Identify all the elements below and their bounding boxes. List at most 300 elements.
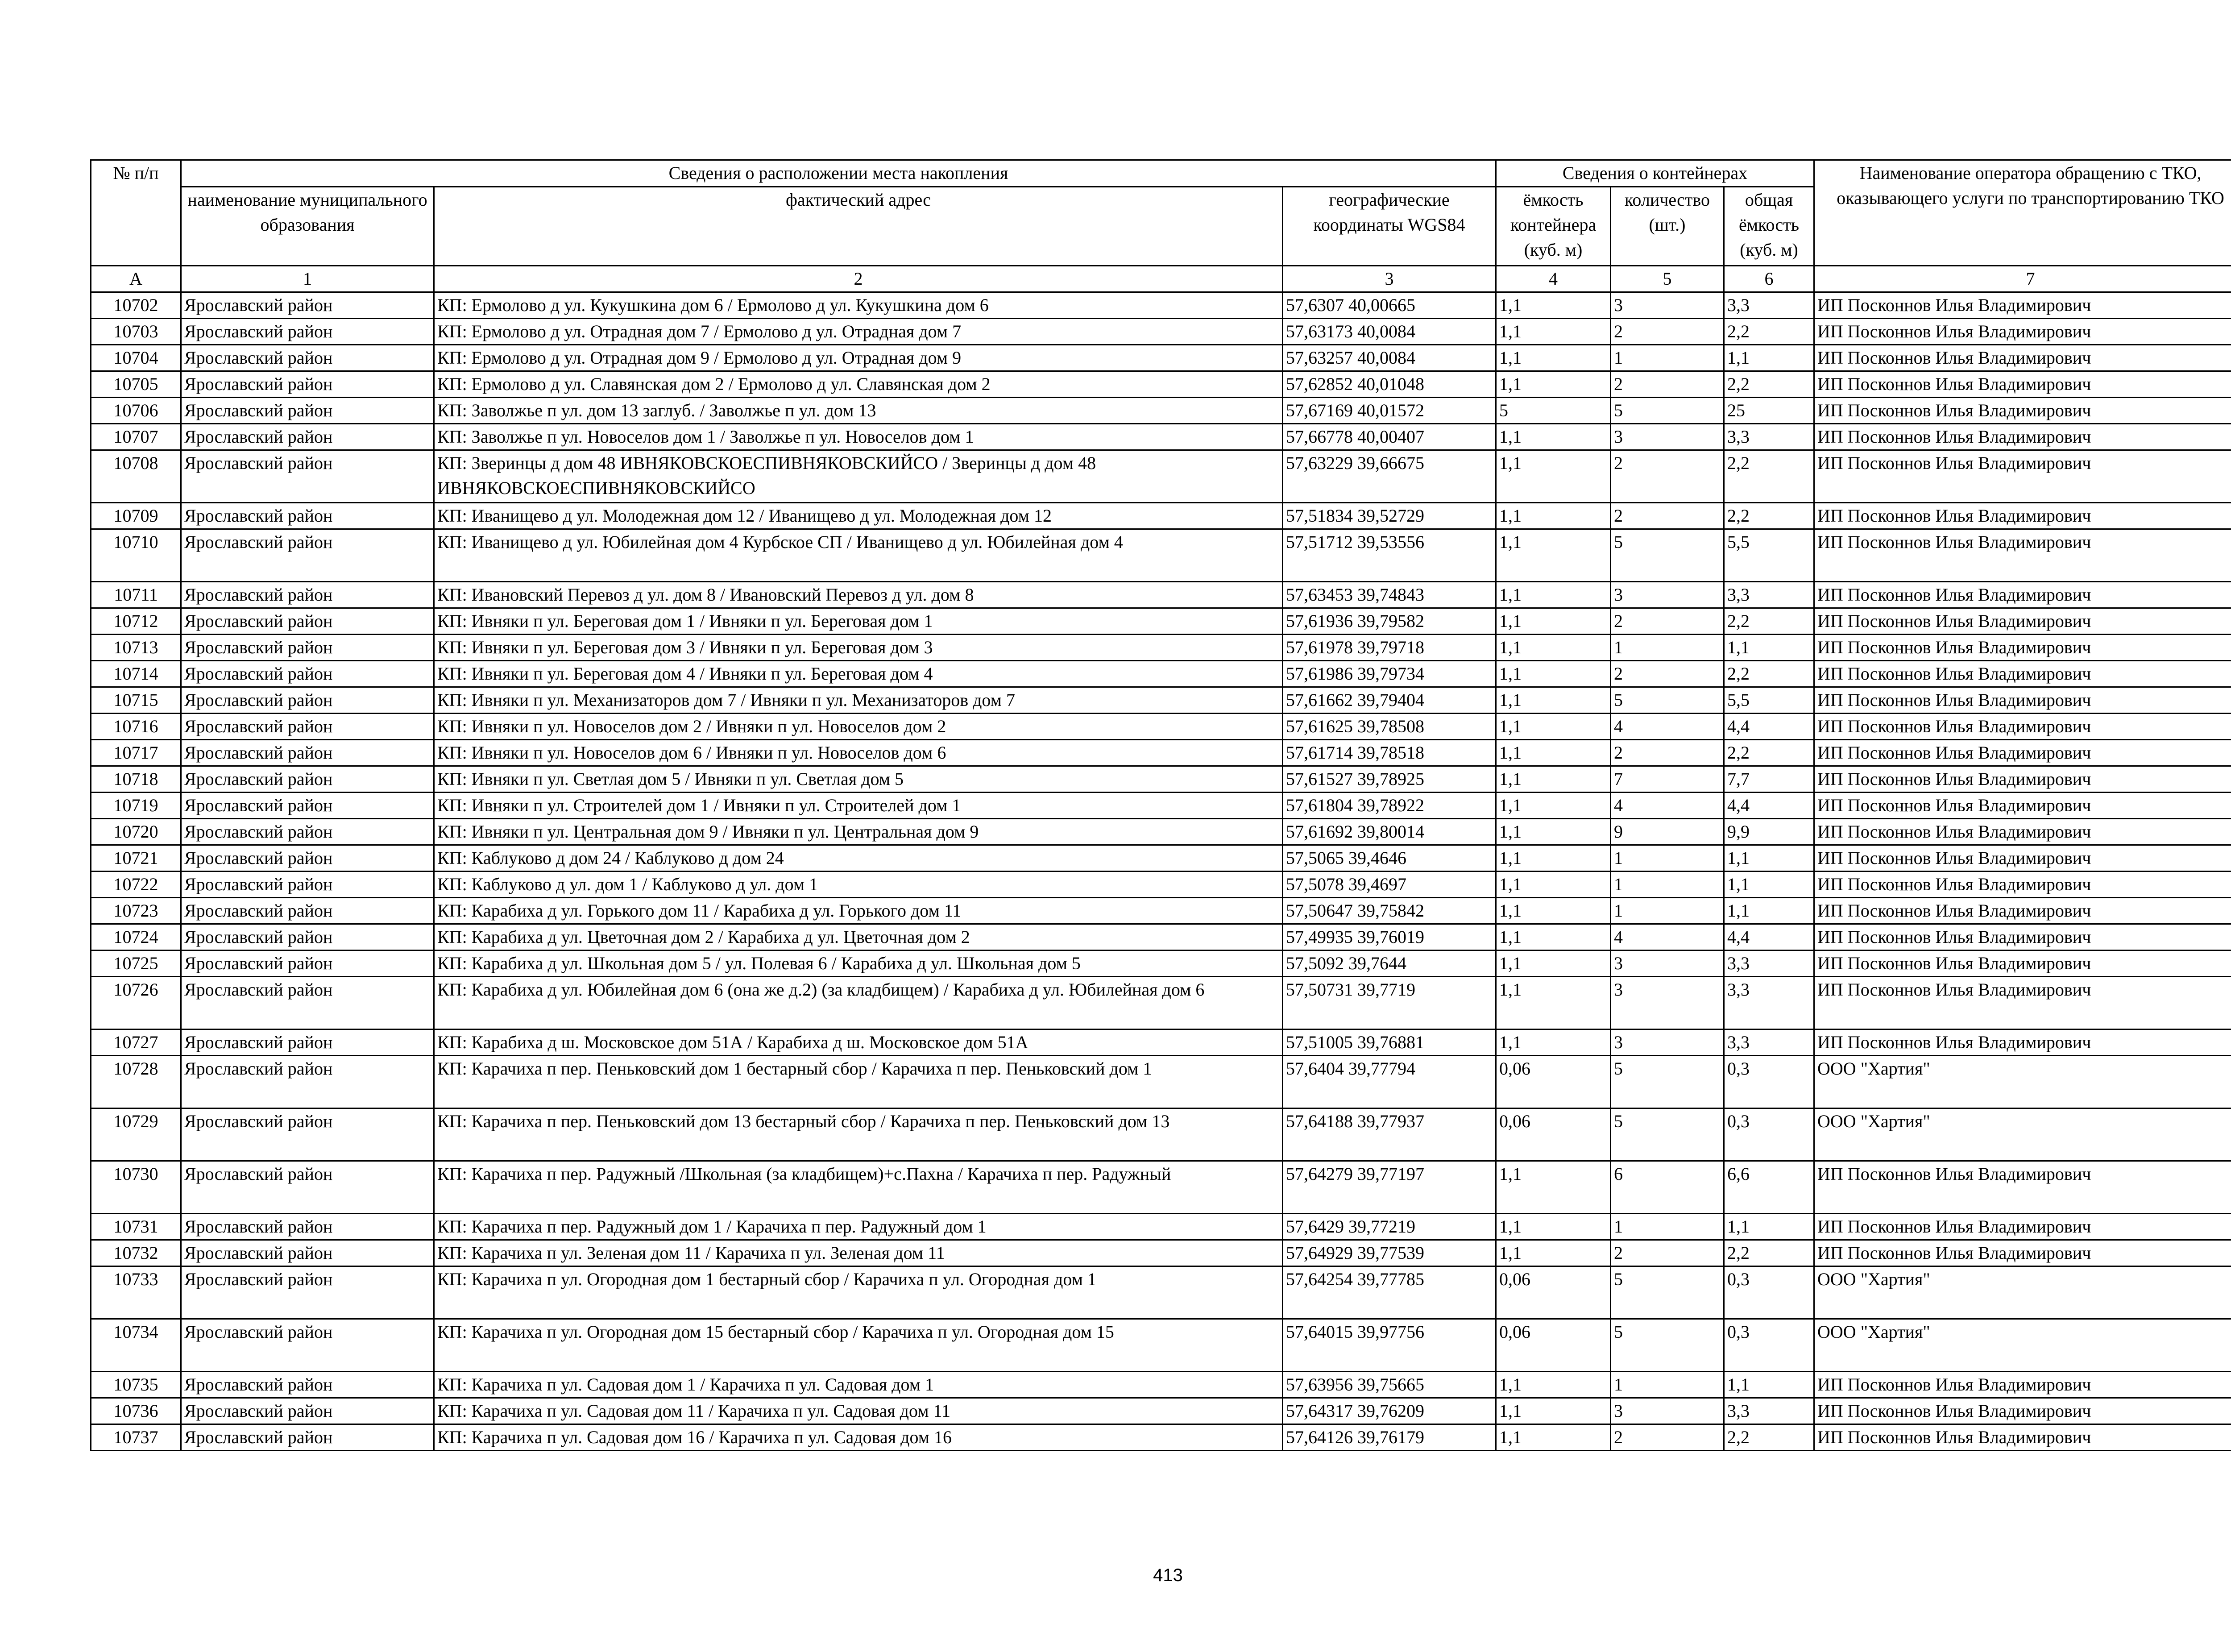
capacity-cell: 0,06 xyxy=(1496,1319,1611,1372)
capacity-cell: 1,1 xyxy=(1496,872,1611,898)
capacity-cell: 1,1 xyxy=(1496,1372,1611,1398)
count-cell: 1 xyxy=(1611,845,1724,872)
count-cell: 4 xyxy=(1611,793,1724,819)
operator-cell: ИП Посконнов Илья Владимирович xyxy=(1814,714,2231,740)
header-coords: географические координаты WGS84 xyxy=(1283,187,1496,266)
operator-cell: ИП Посконнов Илья Владимирович xyxy=(1814,398,2231,424)
municipality-cell: Ярославский район xyxy=(181,1161,434,1214)
table-row xyxy=(91,503,2231,529)
row-number: 10713 xyxy=(91,635,181,661)
coords-cell: 57,61714 39,78518 xyxy=(1283,740,1496,766)
header-index: A xyxy=(91,266,181,292)
header-index: 3 xyxy=(1283,266,1496,292)
operator-cell: ИП Посконнов Илья Владимирович xyxy=(1814,924,2231,951)
coords-cell: 57,50647 39,75842 xyxy=(1283,898,1496,924)
count-cell: 5 xyxy=(1611,1319,1724,1372)
coords-cell: 57,6429 39,77219 xyxy=(1283,1214,1496,1240)
count-cell: 3 xyxy=(1611,951,1724,977)
count-cell: 3 xyxy=(1611,1029,1724,1056)
operator-cell: ИП Посконнов Илья Владимирович xyxy=(1814,1372,2231,1398)
operator-cell: ИП Посконнов Илья Владимирович xyxy=(1814,1161,2231,1214)
count-cell: 3 xyxy=(1611,582,1724,608)
capacity-cell: 1,1 xyxy=(1496,661,1611,687)
address-cell: КП: Карачиха п ул. Садовая дом 1 / Карачиха п ул. Садовая дом 1 xyxy=(434,1372,1283,1398)
address-cell: КП: Карабиха д ул. Юбилейная дом 6 (она же д.2) (за кладбищем) / Карабиха д ул. Юбилейная дом 6 xyxy=(434,977,1283,1029)
capacity-cell: 1,1 xyxy=(1496,292,1611,319)
table-header xyxy=(91,160,2231,292)
capacity-cell: 1,1 xyxy=(1496,845,1611,872)
address-cell: КП: Карачиха п ул. Садовая дом 16 / Карачиха п ул. Садовая дом 16 xyxy=(434,1424,1283,1451)
municipality-cell: Ярославский район xyxy=(181,766,434,793)
total-capacity-cell: 2,2 xyxy=(1724,608,1814,635)
municipality-cell: Ярославский район xyxy=(181,898,434,924)
municipality-cell: Ярославский район xyxy=(181,292,434,319)
row-number: 10708 xyxy=(91,450,181,503)
table-row xyxy=(91,661,2231,687)
operator-cell: ИП Посконнов Илья Владимирович xyxy=(1814,371,2231,398)
total-capacity-cell: 2,2 xyxy=(1724,1240,1814,1266)
row-number: 10717 xyxy=(91,740,181,766)
count-cell: 1 xyxy=(1611,345,1724,371)
count-cell: 3 xyxy=(1611,424,1724,450)
header-total: общая ёмкость (куб. м) xyxy=(1724,187,1814,266)
table-row xyxy=(91,819,2231,845)
coords-cell: 57,61986 39,79734 xyxy=(1283,661,1496,687)
count-cell: 4 xyxy=(1611,714,1724,740)
table-row xyxy=(91,635,2231,661)
operator-cell: ИП Посконнов Илья Владимирович xyxy=(1814,529,2231,582)
table-row xyxy=(91,898,2231,924)
capacity-cell: 1,1 xyxy=(1496,1424,1611,1451)
municipality-cell: Ярославский район xyxy=(181,1214,434,1240)
header-capacity: ёмкость контейнера (куб. м) xyxy=(1496,187,1611,266)
table-row xyxy=(91,398,2231,424)
table-row xyxy=(91,608,2231,635)
capacity-cell: 1,1 xyxy=(1496,1240,1611,1266)
table-row xyxy=(91,1029,2231,1056)
table-row xyxy=(91,1319,2231,1372)
total-capacity-cell: 0,3 xyxy=(1724,1319,1814,1372)
count-cell: 2 xyxy=(1611,450,1724,503)
registry-table xyxy=(90,159,2231,1451)
table-row xyxy=(91,793,2231,819)
table-row xyxy=(91,687,2231,714)
operator-cell: ООО "Хартия" xyxy=(1814,1319,2231,1372)
operator-cell: ООО "Хартия" xyxy=(1814,1108,2231,1161)
table-row xyxy=(91,529,2231,582)
operator-cell: ИП Посконнов Илья Владимирович xyxy=(1814,977,2231,1029)
capacity-cell: 1,1 xyxy=(1496,924,1611,951)
operator-cell: ИП Посконнов Илья Владимирович xyxy=(1814,1214,2231,1240)
municipality-cell: Ярославский район xyxy=(181,503,434,529)
coords-cell: 57,64279 39,77197 xyxy=(1283,1161,1496,1214)
capacity-cell: 1,1 xyxy=(1496,1398,1611,1424)
operator-cell: ИП Посконнов Илья Владимирович xyxy=(1814,582,2231,608)
municipality-cell: Ярославский район xyxy=(181,1398,434,1424)
row-number: 10709 xyxy=(91,503,181,529)
count-cell: 2 xyxy=(1611,608,1724,635)
row-number: 10733 xyxy=(91,1266,181,1319)
table-row xyxy=(91,345,2231,371)
coords-cell: 57,64254 39,77785 xyxy=(1283,1266,1496,1319)
municipality-cell: Ярославский район xyxy=(181,1056,434,1108)
total-capacity-cell: 2,2 xyxy=(1724,661,1814,687)
row-number: 10732 xyxy=(91,1240,181,1266)
row-number: 10710 xyxy=(91,529,181,582)
capacity-cell: 1,1 xyxy=(1496,608,1611,635)
row-number: 10730 xyxy=(91,1161,181,1214)
capacity-cell: 1,1 xyxy=(1496,1214,1611,1240)
municipality-cell: Ярославский район xyxy=(181,582,434,608)
operator-cell: ИП Посконнов Илья Владимирович xyxy=(1814,1398,2231,1424)
address-cell: КП: Иванищево д ул. Молодежная дом 12 / Иванищево д ул. Молодежная дом 12 xyxy=(434,503,1283,529)
header-count: количество (шт.) xyxy=(1611,187,1724,266)
row-number: 10724 xyxy=(91,924,181,951)
coords-cell: 57,5092 39,7644 xyxy=(1283,951,1496,977)
capacity-cell: 1,1 xyxy=(1496,766,1611,793)
total-capacity-cell: 2,2 xyxy=(1724,1424,1814,1451)
address-cell: КП: Каблуково д ул. дом 1 / Каблуково д ул. дом 1 xyxy=(434,872,1283,898)
coords-cell: 57,63229 39,66675 xyxy=(1283,450,1496,503)
capacity-cell: 1,1 xyxy=(1496,424,1611,450)
header-containers-group: Сведения о контейнерах xyxy=(1496,160,1814,187)
total-capacity-cell: 7,7 xyxy=(1724,766,1814,793)
count-cell: 6 xyxy=(1611,1161,1724,1214)
coords-cell: 57,67169 40,01572 xyxy=(1283,398,1496,424)
total-capacity-cell: 1,1 xyxy=(1724,635,1814,661)
capacity-cell: 1,1 xyxy=(1496,687,1611,714)
operator-cell: ИП Посконнов Илья Владимирович xyxy=(1814,766,2231,793)
capacity-cell: 1,1 xyxy=(1496,740,1611,766)
row-number: 10734 xyxy=(91,1319,181,1372)
total-capacity-cell: 5,5 xyxy=(1724,687,1814,714)
operator-cell: ООО "Хартия" xyxy=(1814,1266,2231,1319)
address-cell: КП: Каблуково д дом 24 / Каблуково д дом 24 xyxy=(434,845,1283,872)
row-number: 10729 xyxy=(91,1108,181,1161)
total-capacity-cell: 1,1 xyxy=(1724,898,1814,924)
total-capacity-cell: 3,3 xyxy=(1724,1029,1814,1056)
table-row xyxy=(91,1266,2231,1319)
row-number: 10715 xyxy=(91,687,181,714)
operator-cell: ИП Посконнов Илья Владимирович xyxy=(1814,1240,2231,1266)
address-cell: КП: Карабиха д ул. Горького дом 11 / Карабиха д ул. Горького дом 11 xyxy=(434,898,1283,924)
table-row xyxy=(91,845,2231,872)
table-row xyxy=(91,450,2231,503)
address-cell: КП: Ивняки п ул. Светлая дом 5 / Ивняки п ул. Светлая дом 5 xyxy=(434,766,1283,793)
header-address: фактический адрес xyxy=(434,187,1283,266)
address-cell: КП: Карачиха п пер. Пеньковский дом 1 бестарный сбор / Карачиха п пер. Пеньковский дом 1 xyxy=(434,1056,1283,1108)
municipality-cell: Ярославский район xyxy=(181,924,434,951)
municipality-cell: Ярославский район xyxy=(181,872,434,898)
total-capacity-cell: 3,3 xyxy=(1724,1398,1814,1424)
total-capacity-cell: 2,2 xyxy=(1724,371,1814,398)
total-capacity-cell: 3,3 xyxy=(1724,292,1814,319)
row-number: 10727 xyxy=(91,1029,181,1056)
coords-cell: 57,6404 39,77794 xyxy=(1283,1056,1496,1108)
table-row xyxy=(91,924,2231,951)
table-row xyxy=(91,1056,2231,1108)
row-number: 10719 xyxy=(91,793,181,819)
row-number: 10714 xyxy=(91,661,181,687)
total-capacity-cell: 4,4 xyxy=(1724,924,1814,951)
row-number: 10736 xyxy=(91,1398,181,1424)
address-cell: КП: Ермолово д ул. Кукушкина дом 6 / Ермолово д ул. Кукушкина дом 6 xyxy=(434,292,1283,319)
row-number: 10718 xyxy=(91,766,181,793)
operator-cell: ИП Посконнов Илья Владимирович xyxy=(1814,687,2231,714)
row-number: 10707 xyxy=(91,424,181,450)
coords-cell: 57,62852 40,01048 xyxy=(1283,371,1496,398)
operator-cell: ИП Посконнов Илья Владимирович xyxy=(1814,319,2231,345)
header-operator: Наименование оператора обращению с ТКО, оказывающего услуги по транспортированию ТКО xyxy=(1814,160,2231,266)
coords-cell: 57,61527 39,78925 xyxy=(1283,766,1496,793)
total-capacity-cell: 6,6 xyxy=(1724,1161,1814,1214)
capacity-cell: 1,1 xyxy=(1496,951,1611,977)
total-capacity-cell: 2,2 xyxy=(1724,450,1814,503)
coords-cell: 57,51834 39,52729 xyxy=(1283,503,1496,529)
count-cell: 3 xyxy=(1611,1398,1724,1424)
capacity-cell: 1,1 xyxy=(1496,529,1611,582)
coords-cell: 57,50731 39,7719 xyxy=(1283,977,1496,1029)
capacity-cell: 1,1 xyxy=(1496,977,1611,1029)
operator-cell: ИП Посконнов Илья Владимирович xyxy=(1814,1029,2231,1056)
count-cell: 2 xyxy=(1611,661,1724,687)
table-row xyxy=(91,319,2231,345)
capacity-cell: 1,1 xyxy=(1496,371,1611,398)
operator-cell: ИП Посконнов Илья Владимирович xyxy=(1814,872,2231,898)
table-row xyxy=(91,582,2231,608)
table-row xyxy=(91,1108,2231,1161)
total-capacity-cell: 2,2 xyxy=(1724,740,1814,766)
row-number: 10721 xyxy=(91,845,181,872)
operator-cell: ИП Посконнов Илья Владимирович xyxy=(1814,635,2231,661)
address-cell: КП: Ивняки п ул. Береговая дом 4 / Ивняки п ул. Береговая дом 4 xyxy=(434,661,1283,687)
row-number: 10731 xyxy=(91,1214,181,1240)
coords-cell: 57,63956 39,75665 xyxy=(1283,1372,1496,1398)
row-number: 10728 xyxy=(91,1056,181,1108)
count-cell: 2 xyxy=(1611,503,1724,529)
capacity-cell: 1,1 xyxy=(1496,1029,1611,1056)
coords-cell: 57,6307 40,00665 xyxy=(1283,292,1496,319)
address-cell: КП: Иванищево д ул. Юбилейная дом 4 Курбское СП / Иванищево д ул. Юбилейная дом 4 xyxy=(434,529,1283,582)
address-cell: КП: Ивняки п ул. Механизаторов дом 7 / Ивняки п ул. Механизаторов дом 7 xyxy=(434,687,1283,714)
municipality-cell: Ярославский район xyxy=(181,845,434,872)
municipality-cell: Ярославский район xyxy=(181,1372,434,1398)
row-number: 10735 xyxy=(91,1372,181,1398)
coords-cell: 57,63257 40,0084 xyxy=(1283,345,1496,371)
operator-cell: ИП Посконнов Илья Владимирович xyxy=(1814,345,2231,371)
capacity-cell: 5 xyxy=(1496,398,1611,424)
municipality-cell: Ярославский район xyxy=(181,529,434,582)
municipality-cell: Ярославский район xyxy=(181,608,434,635)
address-cell: КП: Ермолово д ул. Отрадная дом 9 / Ермолово д ул. Отрадная дом 9 xyxy=(434,345,1283,371)
operator-cell: ИП Посконнов Илья Владимирович xyxy=(1814,292,2231,319)
total-capacity-cell: 5,5 xyxy=(1724,529,1814,582)
address-cell: КП: Заволжье п ул. Новоселов дом 1 / Заволжье п ул. Новоселов дом 1 xyxy=(434,424,1283,450)
address-cell: КП: Ивняки п ул. Центральная дом 9 / Ивняки п ул. Центральная дом 9 xyxy=(434,819,1283,845)
capacity-cell: 1,1 xyxy=(1496,503,1611,529)
operator-cell: ИП Посконнов Илья Владимирович xyxy=(1814,793,2231,819)
count-cell: 4 xyxy=(1611,924,1724,951)
capacity-cell: 1,1 xyxy=(1496,319,1611,345)
operator-cell: ИП Посконнов Илья Владимирович xyxy=(1814,740,2231,766)
address-cell: КП: Ермолово д ул. Отрадная дом 7 / Ермолово д ул. Отрадная дом 7 xyxy=(434,319,1283,345)
address-cell: КП: Ивняки п ул. Береговая дом 1 / Ивняки п ул. Береговая дом 1 xyxy=(434,608,1283,635)
municipality-cell: Ярославский район xyxy=(181,1424,434,1451)
row-number: 10725 xyxy=(91,951,181,977)
row-number: 10706 xyxy=(91,398,181,424)
coords-cell: 57,63453 39,74843 xyxy=(1283,582,1496,608)
table-row xyxy=(91,292,2231,319)
header-location-group: Сведения о расположении места накопления xyxy=(181,160,1496,187)
count-cell: 1 xyxy=(1611,1214,1724,1240)
address-cell: КП: Карачиха п пер. Радужный /Школьная (за кладбищем)+с.Пахна / Карачиха п пер. Радужный xyxy=(434,1161,1283,1214)
coords-cell: 57,64317 39,76209 xyxy=(1283,1398,1496,1424)
count-cell: 2 xyxy=(1611,319,1724,345)
municipality-cell: Ярославский район xyxy=(181,951,434,977)
address-cell: КП: Карабиха д ул. Школьная дом 5 / ул. Полевая 6 / Карабиха д ул. Школьная дом 5 xyxy=(434,951,1283,977)
operator-cell: ООО "Хартия" xyxy=(1814,1056,2231,1108)
table-body xyxy=(91,292,2231,1451)
operator-cell: ИП Посконнов Илья Владимирович xyxy=(1814,661,2231,687)
total-capacity-cell: 3,3 xyxy=(1724,977,1814,1029)
coords-cell: 57,51712 39,53556 xyxy=(1283,529,1496,582)
total-capacity-cell: 3,3 xyxy=(1724,424,1814,450)
count-cell: 5 xyxy=(1611,529,1724,582)
coords-cell: 57,61978 39,79718 xyxy=(1283,635,1496,661)
table-row xyxy=(91,1398,2231,1424)
row-number: 10705 xyxy=(91,371,181,398)
total-capacity-cell: 1,1 xyxy=(1724,1214,1814,1240)
coords-cell: 57,64126 39,76179 xyxy=(1283,1424,1496,1451)
count-cell: 5 xyxy=(1611,1056,1724,1108)
capacity-cell: 1,1 xyxy=(1496,714,1611,740)
count-cell: 2 xyxy=(1611,371,1724,398)
count-cell: 5 xyxy=(1611,1266,1724,1319)
count-cell: 5 xyxy=(1611,398,1724,424)
table-row xyxy=(91,371,2231,398)
count-cell: 5 xyxy=(1611,1108,1724,1161)
coords-cell: 57,64929 39,77539 xyxy=(1283,1240,1496,1266)
municipality-cell: Ярославский район xyxy=(181,398,434,424)
header-index: 5 xyxy=(1611,266,1724,292)
address-cell: КП: Ивняки п ул. Строителей дом 1 / Ивняки п ул. Строителей дом 1 xyxy=(434,793,1283,819)
operator-cell: ИП Посконнов Илья Владимирович xyxy=(1814,819,2231,845)
count-cell: 2 xyxy=(1611,1424,1724,1451)
capacity-cell: 1,1 xyxy=(1496,898,1611,924)
address-cell: КП: Карачиха п ул. Огородная дом 1 бестарный сбор / Карачиха п ул. Огородная дом 1 xyxy=(434,1266,1283,1319)
address-cell: КП: Карачиха п ул. Зеленая дом 11 / Карачиха п ул. Зеленая дом 11 xyxy=(434,1240,1283,1266)
total-capacity-cell: 1,1 xyxy=(1724,1372,1814,1398)
capacity-cell: 1,1 xyxy=(1496,345,1611,371)
table-row xyxy=(91,872,2231,898)
total-capacity-cell: 2,2 xyxy=(1724,319,1814,345)
total-capacity-cell: 3,3 xyxy=(1724,582,1814,608)
row-number: 10704 xyxy=(91,345,181,371)
total-capacity-cell: 0,3 xyxy=(1724,1266,1814,1319)
coords-cell: 57,51005 39,76881 xyxy=(1283,1029,1496,1056)
coords-cell: 57,66778 40,00407 xyxy=(1283,424,1496,450)
municipality-cell: Ярославский район xyxy=(181,635,434,661)
count-cell: 1 xyxy=(1611,872,1724,898)
count-cell: 7 xyxy=(1611,766,1724,793)
operator-cell: ИП Посконнов Илья Владимирович xyxy=(1814,450,2231,503)
municipality-cell: Ярославский район xyxy=(181,1108,434,1161)
municipality-cell: Ярославский район xyxy=(181,1029,434,1056)
total-capacity-cell: 1,1 xyxy=(1724,872,1814,898)
row-number: 10703 xyxy=(91,319,181,345)
row-number: 10722 xyxy=(91,872,181,898)
count-cell: 2 xyxy=(1611,1240,1724,1266)
address-cell: КП: Карачиха п ул. Садовая дом 11 / Карачиха п ул. Садовая дом 11 xyxy=(434,1398,1283,1424)
address-cell: КП: Ивановский Перевоз д ул. дом 8 / Ивановский Перевоз д ул. дом 8 xyxy=(434,582,1283,608)
row-number: 10737 xyxy=(91,1424,181,1451)
header-municipality: наименование муниципального образования xyxy=(181,187,434,266)
capacity-cell: 1,1 xyxy=(1496,819,1611,845)
coords-cell: 57,49935 39,76019 xyxy=(1283,924,1496,951)
count-cell: 1 xyxy=(1611,1372,1724,1398)
header-index: 7 xyxy=(1814,266,2231,292)
operator-cell: ИП Посконнов Илья Владимирович xyxy=(1814,951,2231,977)
municipality-cell: Ярославский район xyxy=(181,319,434,345)
coords-cell: 57,5078 39,4697 xyxy=(1283,872,1496,898)
table-row xyxy=(91,424,2231,450)
coords-cell: 57,5065 39,4646 xyxy=(1283,845,1496,872)
municipality-cell: Ярославский район xyxy=(181,371,434,398)
capacity-cell: 1,1 xyxy=(1496,1161,1611,1214)
operator-cell: ИП Посконнов Илья Владимирович xyxy=(1814,608,2231,635)
count-cell: 3 xyxy=(1611,977,1724,1029)
row-number: 10702 xyxy=(91,292,181,319)
capacity-cell: 0,06 xyxy=(1496,1108,1611,1161)
operator-cell: ИП Посконнов Илья Владимирович xyxy=(1814,424,2231,450)
address-cell: КП: Заволжье п ул. дом 13 заглуб. / Заволжье п ул. дом 13 xyxy=(434,398,1283,424)
count-cell: 2 xyxy=(1611,740,1724,766)
table-row xyxy=(91,1240,2231,1266)
municipality-cell: Ярославский район xyxy=(181,661,434,687)
table-row xyxy=(91,740,2231,766)
row-number: 10723 xyxy=(91,898,181,924)
header-num: № п/п xyxy=(91,160,181,266)
table-row xyxy=(91,1214,2231,1240)
total-capacity-cell: 0,3 xyxy=(1724,1056,1814,1108)
address-cell: КП: Карабиха д ул. Цветочная дом 2 / Карабиха д ул. Цветочная дом 2 xyxy=(434,924,1283,951)
municipality-cell: Ярославский район xyxy=(181,687,434,714)
row-number: 10711 xyxy=(91,582,181,608)
capacity-cell: 0,06 xyxy=(1496,1056,1611,1108)
header-index-row xyxy=(91,266,2231,292)
header-index: 6 xyxy=(1724,266,1814,292)
municipality-cell: Ярославский район xyxy=(181,714,434,740)
table-row xyxy=(91,951,2231,977)
coords-cell: 57,63173 40,0084 xyxy=(1283,319,1496,345)
municipality-cell: Ярославский район xyxy=(181,1240,434,1266)
address-cell: КП: Карачиха п пер. Радужный дом 1 / Карачиха п пер. Радужный дом 1 xyxy=(434,1214,1283,1240)
row-number: 10712 xyxy=(91,608,181,635)
count-cell: 1 xyxy=(1611,635,1724,661)
operator-cell: ИП Посконнов Илья Владимирович xyxy=(1814,845,2231,872)
table-row xyxy=(91,766,2231,793)
operator-cell: ИП Посконнов Илья Владимирович xyxy=(1814,1424,2231,1451)
page-number: 413 xyxy=(1153,1565,1183,1585)
table-row xyxy=(91,977,2231,1029)
total-capacity-cell: 1,1 xyxy=(1724,345,1814,371)
municipality-cell: Ярославский район xyxy=(181,1319,434,1372)
total-capacity-cell: 9,9 xyxy=(1724,819,1814,845)
municipality-cell: Ярославский район xyxy=(181,424,434,450)
row-number: 10716 xyxy=(91,714,181,740)
table-row xyxy=(91,1372,2231,1398)
count-cell: 5 xyxy=(1611,687,1724,714)
